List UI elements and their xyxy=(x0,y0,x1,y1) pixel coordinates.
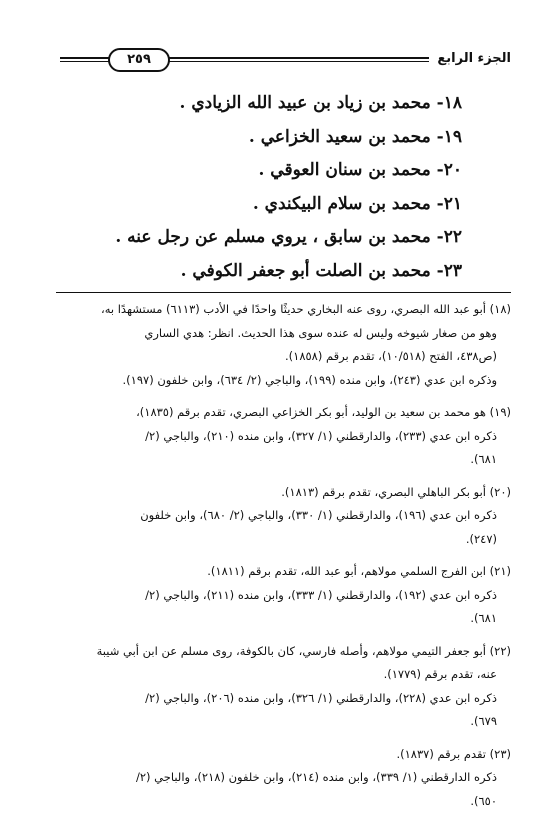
footnote-line: ذكره ابن عدي (١٩٢)، والدارقطني (١/ ٣٣٣)، وابن منده (٢١١)، والباجي (٢/ xyxy=(145,587,497,602)
footnote-line: ٦٨١). xyxy=(470,452,497,466)
footnote-line: (٢٢) أبو جعفر التيمي مولاهم، وأصله فارسي، كان بالكوفة، روى مسلم عن ابن أبي شيبة xyxy=(96,643,511,658)
entry-20: ٢٠- محمد بن سنان العوقي . xyxy=(258,160,462,180)
footnote-line: (٢١) ابن الفرج السلمي مولاهم، أبو عبد الله، تقدم برقم (١٨١١). xyxy=(207,564,511,578)
footnote-line: ٦٥٠). xyxy=(470,793,497,808)
footnote-line: (ص٤٣٨، الفتح (١٠/٥١٨)، تقدم برقم (١٨٥٨). xyxy=(284,349,497,363)
footnote-23 xyxy=(33,743,511,814)
page-number: ٢٥٩ xyxy=(108,48,170,72)
page-header xyxy=(60,44,511,74)
footnotes xyxy=(33,298,511,813)
footnote-line: ٦٨١). xyxy=(470,611,497,625)
footnote-line: وهو من صغار شيوخه وليس له عنده سوى هذا الحديث. انظر: هدي الساري xyxy=(144,325,497,340)
entry-18: ١٨- محمد بن زياد بن عبيد الله الزيادي . xyxy=(179,93,462,113)
entry-21: ٢١- محمد بن سلام البيكندي . xyxy=(252,193,462,214)
entry-22: ٢٢- محمد بن سابق ، يروي مسلم عن رجل عنه . xyxy=(115,227,462,247)
footnote-18 xyxy=(33,298,511,392)
footnote-line: (٢٠) أبو بكر الباهلي البصري، تقدم برقم (١٨١٣). xyxy=(281,484,511,499)
footnote-line: ذكره ابن عدي (٢٣٣)، والدارقطني (١/ ٣٢٧)، وابن منده (٢١٠)، والباجي (٢/ xyxy=(145,428,497,443)
footnote-line: (٢٤٧). xyxy=(465,531,497,546)
footnote-22 xyxy=(33,640,511,734)
footnote-separator xyxy=(56,292,511,293)
footnote-line: عنه، تقدم برقم (١٧٧٩). xyxy=(383,667,497,681)
entry-23: ٢٣- محمد بن الصلت أبو جعفر الكوفي . xyxy=(180,260,462,281)
footnote-line: (١٩) هو محمد بن سعيد بن الوليد، أبو بكر الخزاعي البصري، تقدم برقم (١٨٣٥)، xyxy=(136,405,511,419)
entry-19: ١٩- محمد بن سعيد الخزاعي . xyxy=(248,126,462,147)
footnote-line: ذكره ابن عدي (٢٢٨)، والدارقطني (١/ ٣٢٦)، وابن منده (٢٠٦)، والباجي (٢/ xyxy=(145,690,497,705)
footnote-line: ٦٧٩). xyxy=(470,714,497,728)
footnote-line: (٢٣) تقدم برقم (١٨٣٧). xyxy=(396,746,511,761)
footnote-line: ذكره ابن عدي (١٩٦)، والدارقطني (١/ ٣٣٠)، والباجي (٢/ ٦٨٠)، وابن خلفون xyxy=(140,508,497,522)
footnote-line: (١٨) أبو عبد الله البصري، روى عنه البخاري حديثًا واحدًا في الأدب (٦١١٣) مستشهدًا به، xyxy=(100,302,511,316)
footnote-20 xyxy=(33,481,511,552)
footnote-21 xyxy=(33,560,511,631)
running-title: الجزء الرابع xyxy=(429,44,511,74)
entry-list xyxy=(82,87,462,288)
footnote-19 xyxy=(33,401,511,472)
footnote-line: ذكره الدارقطني (١/ ٣٣٩)، وابن منده (٢١٤)، وابن خلفون (٢١٨)، والباجي (٢/ xyxy=(135,770,497,784)
footnote-line: وذكره ابن عدي (٢٤٣)، وابن منده (١٩٩)، والباجي (٢/ ٦٣٤)، وابن خلفون (١٩٧). xyxy=(122,372,497,387)
